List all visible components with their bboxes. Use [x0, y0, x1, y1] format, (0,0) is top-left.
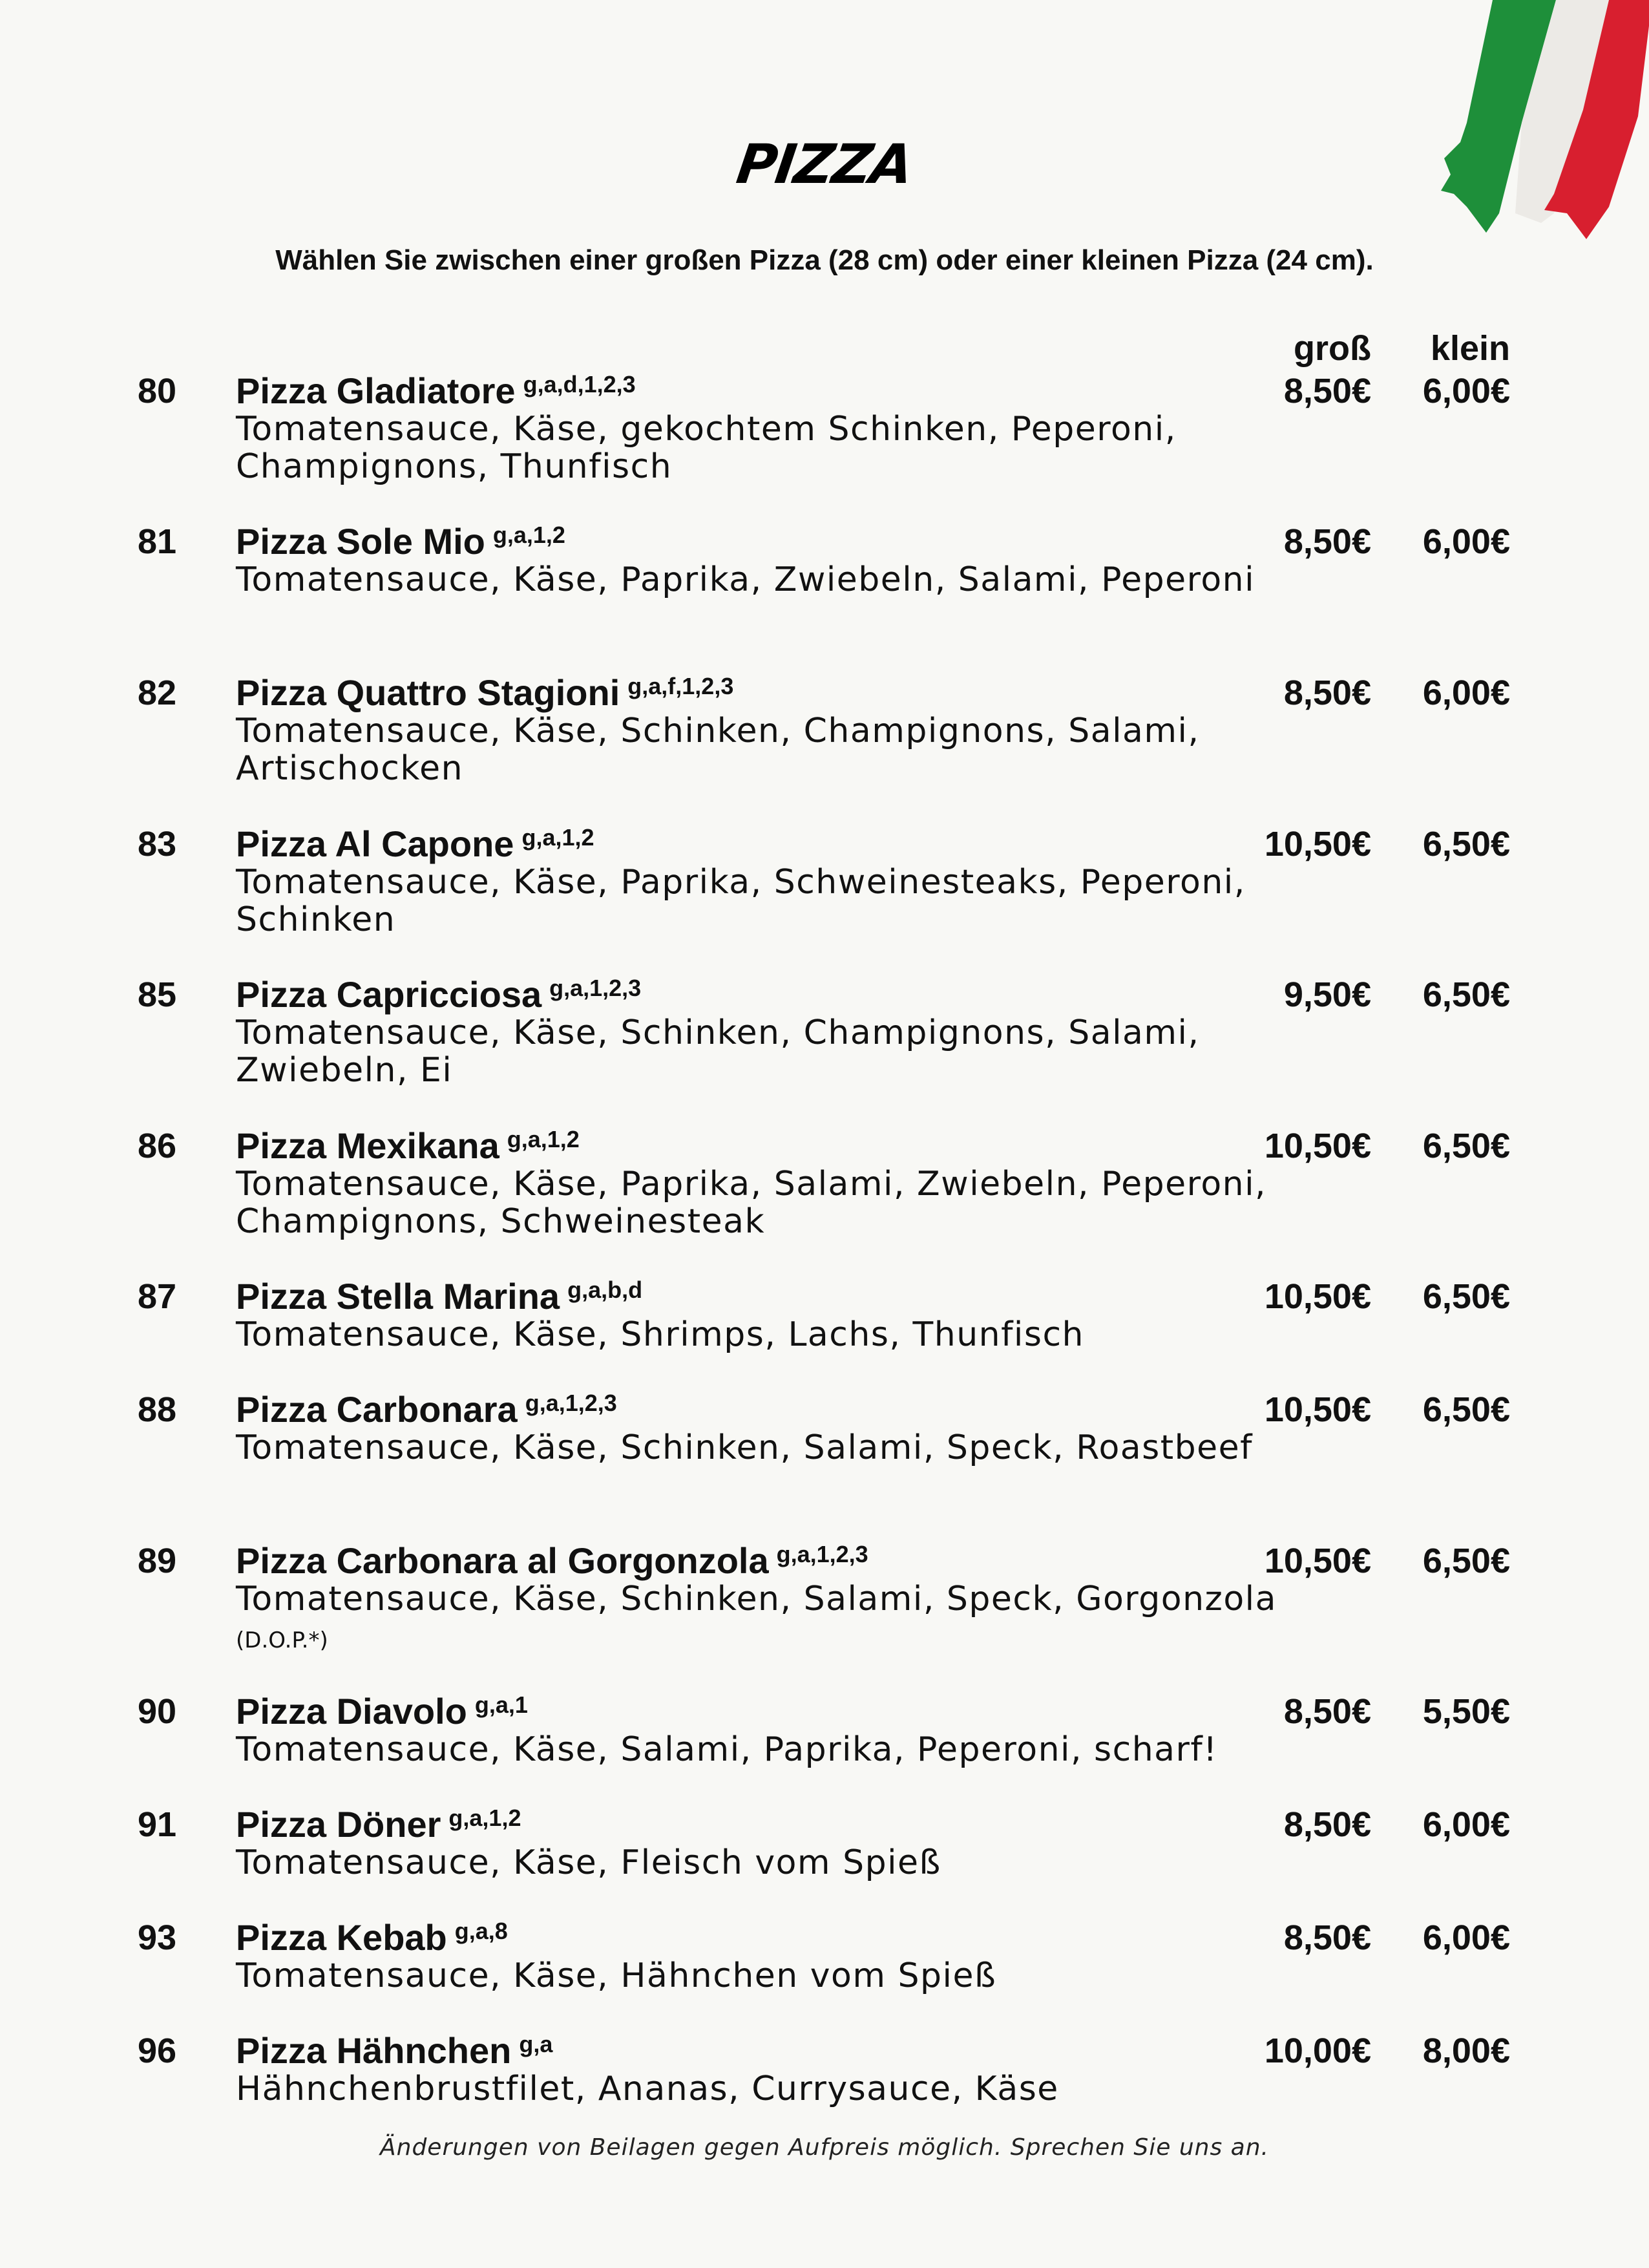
item-description: Tomatensauce, Käse, Schinken, Salami, Speck, Roastbeef — [236, 1428, 1253, 1467]
item-name: Pizza Carbonara $^{g,a,1,2,3}$ — [236, 1389, 617, 1430]
price-klein: 6,00€ — [1422, 372, 1510, 410]
allergen-codes: g,a,1,2 — [492, 522, 565, 548]
price-klein: 6,50€ — [1422, 1277, 1510, 1316]
allergen-codes: g,a,1,2,3 — [549, 975, 642, 1001]
page-title: PIZZA — [733, 132, 916, 196]
item-name: Pizza Döner $^{g,a,1,2}$ — [236, 1804, 521, 1845]
dop-note: (D.O.P.*) — [236, 1627, 328, 1653]
allergen-codes: g,a,1,2 — [521, 824, 594, 851]
price-gross: 10,00€ — [1264, 2031, 1371, 2070]
item-name: Pizza Hähnchen $^{g,a}$ — [236, 2030, 553, 2071]
item-name: Pizza Al Capone $^{g,a,1,2}$ — [236, 823, 594, 864]
item-number: 80 — [138, 372, 177, 410]
price-klein: 5,50€ — [1422, 1692, 1510, 1731]
item-description: Tomatensauce, Käse, Schinken, Salami, Speck, Gorgonzola (D.O.P.*) — [236, 1580, 1277, 1653]
column-header-gross: groß — [1294, 329, 1371, 368]
item-description: Tomatensauce, Käse, Shrimps, Lachs, Thunfisch — [236, 1315, 1085, 1354]
allergen-codes: g,a,1,2,3 — [525, 1390, 617, 1416]
price-gross: 8,50€ — [1283, 673, 1371, 712]
item-name: Pizza Capricciosa $^{g,a,1,2,3}$ — [236, 974, 642, 1015]
item-name: Pizza Sole Mio $^{g,a,1,2}$ — [236, 521, 565, 562]
price-klein: 6,00€ — [1422, 1918, 1510, 1957]
allergen-codes: g,a,1,2,3 — [776, 1541, 868, 1567]
allergen-codes: g,a,d,1,2,3 — [523, 371, 636, 397]
item-name: Pizza Quattro Stagioni $^{g,a,f,1,2,3}$ — [236, 672, 734, 713]
item-description: Tomatensauce, Käse, Hähnchen vom Spieß — [236, 1956, 997, 1995]
item-number: 82 — [138, 673, 177, 712]
item-description: Tomatensauce, Käse, Salami, Paprika, Peperoni, scharf! — [236, 1730, 1218, 1769]
price-gross: 8,50€ — [1283, 522, 1371, 561]
column-header-klein: klein — [1430, 329, 1510, 368]
item-number: 87 — [138, 1277, 177, 1316]
item-number: 91 — [138, 1805, 177, 1844]
price-klein: 6,50€ — [1422, 1542, 1510, 1580]
price-gross: 8,50€ — [1283, 1918, 1371, 1957]
size-info-subtitle: Wählen Sie zwischen einer großen Pizza (28 cm) oder einer kleinen Pizza (24 cm). — [275, 244, 1374, 276]
price-klein: 6,50€ — [1422, 1127, 1510, 1165]
item-number: 90 — [138, 1692, 177, 1731]
price-gross: 10,50€ — [1264, 1277, 1371, 1316]
price-gross: 8,50€ — [1283, 1692, 1371, 1731]
price-gross: 9,50€ — [1283, 975, 1371, 1014]
item-name: Pizza Gladiatore $^{g,a,d,1,2,3}$ — [236, 370, 636, 411]
allergen-codes: g,a,1 — [474, 1691, 528, 1718]
price-klein: 8,00€ — [1422, 2031, 1510, 2070]
price-gross: 10,50€ — [1264, 1127, 1371, 1165]
footer-note: Änderungen von Beilagen gegen Aufpreis möglich. Sprechen Sie uns an. — [380, 2134, 1269, 2161]
allergen-codes: g,a,1,2 — [507, 1126, 580, 1152]
price-gross: 10,50€ — [1264, 1542, 1371, 1580]
item-name: Pizza Stella Marina $^{g,a,b,d}$ — [236, 1276, 643, 1317]
item-number: 93 — [138, 1918, 177, 1957]
price-gross: 10,50€ — [1264, 1390, 1371, 1429]
item-description: Tomatensauce, Käse, Paprika, Schweinesteaks, Peperoni, Schinken — [236, 863, 1246, 939]
price-klein: 6,00€ — [1422, 673, 1510, 712]
item-description: Tomatensauce, Käse, gekochtem Schinken, Peperoni, Champignons, Thunfisch — [236, 410, 1177, 486]
italian-flag-brushstroke — [1389, 0, 1649, 246]
item-description: Tomatensauce, Käse, Schinken, Champignons, Salami, Artischocken — [236, 712, 1200, 788]
item-number: 89 — [138, 1542, 177, 1580]
item-number: 88 — [138, 1390, 177, 1429]
item-description: Hähnchenbrustfilet, Ananas, Currysauce, Käse — [236, 2070, 1059, 2108]
item-number: 83 — [138, 825, 177, 864]
item-name: Pizza Carbonara al Gorgonzola $^{g,a,1,2,3}$ — [236, 1540, 868, 1581]
price-klein: 6,50€ — [1422, 975, 1510, 1014]
price-klein: 6,50€ — [1422, 825, 1510, 864]
item-name: Pizza Mexikana $^{g,a,1,2}$ — [236, 1125, 580, 1166]
price-gross: 8,50€ — [1283, 372, 1371, 410]
item-description: Tomatensauce, Käse, Paprika, Zwiebeln, Salami, Peperoni — [236, 560, 1255, 599]
allergen-codes: g,a,b,d — [567, 1277, 643, 1303]
allergen-codes: g,a,1,2 — [448, 1805, 521, 1831]
item-number: 96 — [138, 2031, 177, 2070]
price-klein: 6,50€ — [1422, 1390, 1510, 1429]
price-gross: 8,50€ — [1283, 1805, 1371, 1844]
price-gross: 10,50€ — [1264, 825, 1371, 864]
item-number: 86 — [138, 1127, 177, 1165]
allergen-codes: g,a,f,1,2,3 — [627, 673, 734, 699]
price-klein: 6,00€ — [1422, 1805, 1510, 1844]
item-number: 81 — [138, 522, 177, 561]
item-number: 85 — [138, 975, 177, 1014]
item-description: Tomatensauce, Käse, Schinken, Champignons, Salami, Zwiebeln, Ei — [236, 1013, 1200, 1090]
price-klein: 6,00€ — [1422, 522, 1510, 561]
allergen-codes: g,a,8 — [454, 1918, 508, 1944]
item-name: Pizza Kebab $^{g,a,8}$ — [236, 1917, 508, 1958]
item-name: Pizza Diavolo $^{g,a,1}$ — [236, 1691, 528, 1732]
item-description: Tomatensauce, Käse, Fleisch vom Spieß — [236, 1843, 941, 1882]
allergen-codes: g,a — [519, 2031, 553, 2057]
item-description: Tomatensauce, Käse, Paprika, Salami, Zwiebeln, Peperoni, Champignons, Schweinesteak — [236, 1165, 1267, 1241]
